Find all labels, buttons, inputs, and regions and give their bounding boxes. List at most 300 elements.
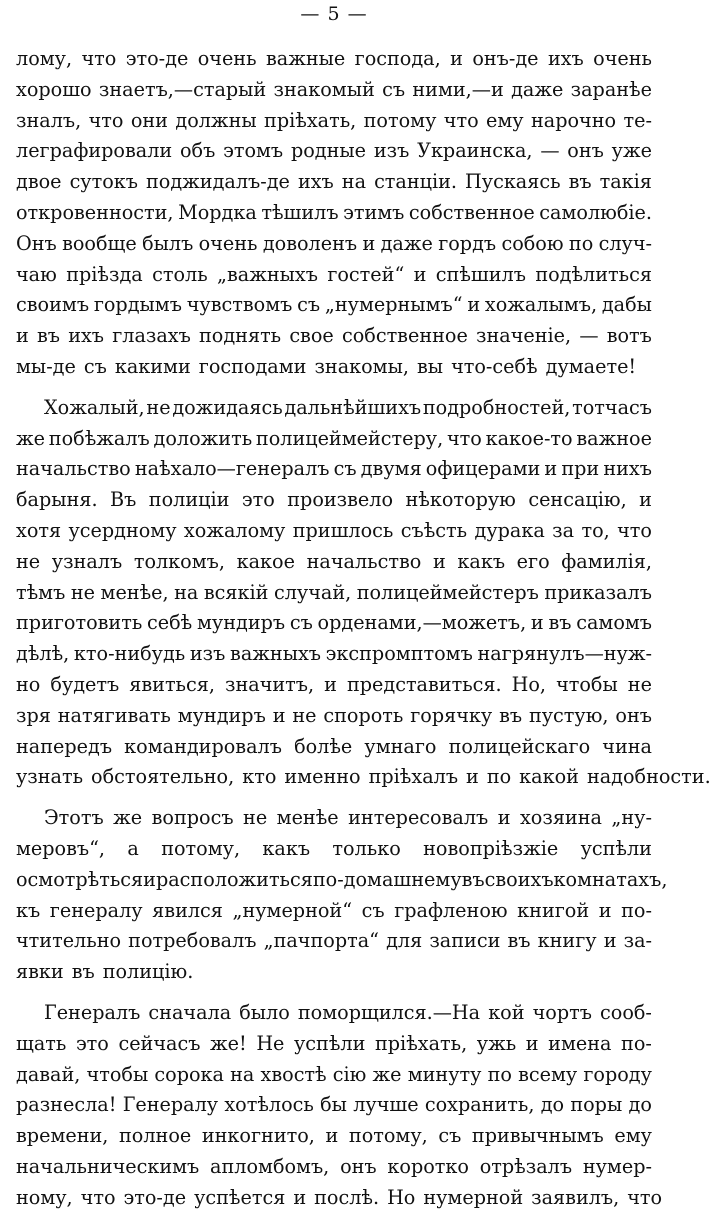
word: представиться.	[346, 672, 502, 696]
word: ихъ	[297, 170, 334, 194]
word: сію	[332, 1062, 367, 1086]
word: пріѣхать,	[374, 1031, 468, 1055]
word: случ-	[598, 231, 652, 255]
word: наѣхало—генералъ	[134, 457, 330, 481]
word: дожидаясь	[172, 395, 283, 419]
word: начальство	[16, 457, 131, 481]
word: спороть	[323, 703, 404, 727]
text-line	[16, 762, 711, 793]
word: Хожалый,	[44, 395, 145, 419]
word: должны	[175, 108, 257, 132]
word: собственное	[341, 324, 468, 348]
word: не	[70, 580, 95, 604]
word: ихъ	[547, 47, 584, 70]
word: те-	[623, 108, 652, 132]
word: кто-нибудь	[73, 642, 186, 666]
word: онъ-де	[472, 47, 539, 70]
word: пріѣхать,	[264, 108, 357, 132]
word: болѣе	[294, 734, 353, 758]
word: въ	[499, 703, 523, 727]
word: было	[239, 1000, 290, 1024]
word: лучше	[353, 1093, 419, 1117]
word: поджидалъ-де	[146, 170, 290, 194]
word: орденами,—можетъ,	[317, 611, 527, 635]
word: не	[146, 395, 171, 419]
word: чина	[602, 734, 652, 758]
word: столь	[152, 262, 208, 286]
word: барыня.	[16, 488, 98, 512]
word: знакомы,	[314, 354, 409, 378]
word: гордымъ	[93, 293, 182, 317]
word: съ	[438, 1124, 462, 1148]
word: ному,	[16, 1185, 73, 1209]
word: заявилъ,	[531, 1185, 620, 1209]
word: надобности.	[586, 765, 711, 789]
word: родные	[290, 139, 367, 163]
word: дѣлѣ,	[16, 642, 70, 666]
word: съѣсть	[400, 518, 468, 542]
word: полиціи	[148, 488, 230, 512]
word: кто	[242, 765, 277, 789]
word: до	[628, 1093, 652, 1117]
word: и	[413, 262, 427, 286]
word: лому,	[16, 47, 73, 70]
word: на	[174, 580, 199, 604]
text-line	[16, 290, 652, 321]
word: Мордка	[178, 200, 257, 224]
word: какъ	[262, 836, 311, 860]
word: гостей“	[327, 262, 405, 286]
word: думаете!	[545, 354, 637, 378]
word: то,	[581, 518, 610, 542]
word: двумя	[360, 457, 422, 481]
word: послѣ.	[314, 1185, 380, 1209]
word: полицейскаго	[448, 734, 591, 758]
word: нумер-	[582, 1154, 652, 1178]
word: что-себѣ	[451, 354, 538, 378]
text-line	[16, 198, 652, 229]
word: потому	[363, 108, 437, 132]
word: и	[497, 806, 511, 830]
word: какой	[519, 765, 579, 789]
word: съ	[297, 293, 321, 317]
word: въ	[36, 324, 60, 348]
word: вообще	[62, 231, 137, 255]
word: явиться,	[129, 672, 215, 696]
word: сейчасъ	[118, 1031, 201, 1055]
text-line	[16, 321, 652, 352]
word: на	[341, 170, 367, 194]
word: при	[561, 457, 600, 481]
word: съ	[83, 354, 107, 378]
word: не	[243, 806, 268, 830]
word: чтобы	[86, 1062, 149, 1086]
word: въ	[71, 960, 95, 984]
word: —	[579, 324, 599, 348]
word: мы-де	[16, 354, 76, 378]
word: тѣшилъ	[261, 200, 339, 224]
word: въ	[507, 929, 531, 953]
word: комнатахъ,	[553, 867, 668, 891]
word: какими	[114, 354, 191, 378]
text-line	[16, 106, 652, 137]
word: мундиръ	[197, 611, 286, 635]
word: это	[241, 488, 275, 512]
word: это-де	[125, 47, 189, 70]
word: себѣ	[147, 611, 193, 635]
word: это-де	[123, 1185, 187, 1209]
word: и	[143, 867, 156, 891]
word: объ	[179, 139, 216, 163]
text-line	[16, 803, 652, 834]
word: нагрянулъ—нуж-	[477, 642, 652, 666]
word: въ	[461, 867, 485, 891]
word: же	[372, 1062, 402, 1086]
text-line	[16, 44, 652, 75]
text-line	[16, 732, 652, 763]
word: хотѣлось	[224, 1093, 314, 1117]
word: изъ	[373, 139, 410, 163]
word: пустую,	[528, 703, 609, 727]
word: и	[272, 703, 286, 727]
word: онъ	[615, 703, 652, 727]
word: своимъ	[16, 293, 90, 317]
word: важныхъ	[230, 642, 321, 666]
word: собою	[501, 231, 564, 255]
word: записи	[429, 929, 501, 953]
word: знакомый	[273, 77, 375, 101]
word: по	[486, 765, 512, 789]
text-line	[16, 865, 668, 896]
word: коротко	[387, 1154, 469, 1178]
word: менѣе,	[100, 580, 169, 604]
word: тотчасъ	[572, 395, 652, 419]
word: узнать	[16, 765, 84, 789]
word: глазахъ	[112, 324, 191, 348]
word: что	[81, 47, 117, 70]
word: что	[446, 426, 482, 450]
word: откровенности,	[16, 200, 174, 224]
word: полицію.	[102, 960, 194, 984]
word: привычнымъ	[471, 1124, 604, 1148]
word: былъ	[142, 231, 194, 255]
word: съ	[333, 457, 357, 481]
paragraph	[16, 393, 711, 793]
word: же	[113, 806, 143, 830]
text-line	[16, 578, 652, 609]
text-line	[16, 352, 652, 383]
word: хожалымъ,	[484, 293, 598, 317]
word: узналъ	[51, 549, 123, 573]
word: доволенъ	[262, 231, 358, 255]
word: не	[627, 672, 652, 696]
text-line	[16, 1121, 652, 1152]
word: очень	[197, 47, 257, 70]
word: двое	[16, 170, 62, 194]
word: хотя	[16, 518, 62, 542]
word: съ	[289, 611, 313, 635]
word: вопросъ	[151, 806, 234, 830]
word: „нумернымъ“	[324, 293, 463, 317]
word: важные	[265, 47, 346, 70]
word: нѣкоторую	[405, 488, 516, 512]
text-line	[16, 424, 652, 455]
word: явки	[16, 960, 64, 984]
word: нихъ	[603, 457, 652, 481]
word: времени,	[16, 1124, 109, 1148]
word: потому,	[348, 1124, 428, 1148]
word: сенсацію,	[528, 488, 627, 512]
word: чаю	[16, 262, 57, 286]
word: и	[324, 672, 337, 696]
word: осмотрѣться	[16, 867, 144, 891]
word: ужь	[476, 1031, 517, 1055]
paragraph	[16, 803, 668, 988]
word: хожалому	[183, 518, 286, 542]
word: Въ	[110, 488, 137, 512]
word: подробностей,	[422, 395, 571, 419]
word: успѣется	[194, 1185, 286, 1209]
word: минуту	[407, 1062, 482, 1086]
word: не	[292, 703, 317, 727]
word: на	[230, 1062, 255, 1086]
word: и	[639, 488, 652, 512]
word: хозяина	[519, 806, 602, 830]
word: всему	[518, 1062, 578, 1086]
word: случай,	[273, 580, 352, 604]
word: зря	[16, 703, 51, 727]
word: господа,	[354, 47, 441, 70]
word: сохранить,	[424, 1093, 535, 1117]
word: Но	[387, 1185, 416, 1209]
body-text	[16, 44, 711, 1223]
word: натягивать	[57, 703, 171, 727]
word: въ	[568, 170, 592, 194]
word: полицеймейстеру,	[255, 426, 444, 450]
word: мундиръ	[177, 703, 266, 727]
word: щать	[16, 1031, 67, 1055]
word: Пускаясь	[465, 170, 561, 194]
word: именно	[284, 765, 361, 789]
word: менѣе	[276, 806, 339, 830]
word: давай,	[16, 1062, 81, 1086]
word: будетъ	[50, 672, 120, 696]
word: книгу	[537, 929, 597, 953]
page-number: — 5 —	[300, 3, 368, 25]
text-line	[16, 485, 652, 516]
word: до	[540, 1093, 565, 1117]
word: поморщился.—На	[297, 1000, 481, 1024]
word: и	[598, 898, 612, 922]
word: своихъ	[484, 867, 554, 891]
word: что	[627, 1185, 663, 1209]
word: это	[75, 1031, 109, 1055]
word: же	[16, 426, 46, 450]
word: интересовалъ	[348, 806, 489, 830]
word: и	[530, 611, 544, 635]
word: чортъ	[532, 1000, 592, 1024]
word: явился	[152, 898, 223, 922]
word: что	[443, 108, 479, 132]
word: изъ	[189, 642, 226, 666]
word: ихъ	[68, 324, 105, 348]
word: „ну-	[611, 806, 652, 830]
text-line	[16, 1029, 652, 1060]
word: очень	[593, 47, 652, 70]
word: подѣлиться	[535, 262, 652, 286]
word: даже	[511, 77, 564, 101]
paragraph	[16, 998, 663, 1214]
word: и	[603, 929, 617, 953]
word: нумерной	[423, 1185, 524, 1209]
word: и	[525, 1031, 539, 1055]
word: самолюбіе.	[539, 200, 652, 224]
word: сначала	[148, 1000, 232, 1024]
word: хорошо	[16, 77, 92, 101]
word: зналъ,	[16, 108, 82, 132]
word: какъ	[457, 549, 506, 573]
word: пришлось	[292, 518, 394, 542]
word: кой	[488, 1000, 525, 1024]
word: начальническимъ	[16, 1154, 200, 1178]
word: усердному	[68, 518, 177, 542]
word: приготовить	[16, 611, 143, 635]
word: собственное	[408, 200, 535, 224]
word: вотъ	[606, 324, 652, 348]
word: ему	[614, 1124, 652, 1148]
word: по-	[621, 1031, 652, 1055]
word: успѣли	[294, 1031, 366, 1055]
word: отрѣзалъ	[479, 1154, 573, 1178]
word: леграфировали	[16, 139, 173, 163]
word: побѣжалъ	[48, 426, 150, 450]
word: только	[332, 836, 401, 860]
word: и	[325, 1124, 339, 1148]
word: меровъ“,	[16, 836, 106, 860]
word: и	[467, 293, 481, 317]
word: они	[130, 108, 168, 132]
text-line	[16, 608, 652, 639]
word: Онъ	[16, 231, 57, 255]
word: и	[432, 549, 446, 573]
word: станціи.	[374, 170, 458, 194]
word: всякій	[203, 580, 269, 604]
word: и	[544, 457, 558, 481]
word: напередъ	[16, 734, 113, 758]
word: сорока	[154, 1062, 224, 1086]
word: чтобы	[556, 672, 618, 696]
word: успѣли	[580, 836, 652, 860]
word: Генералъ	[44, 1000, 141, 1024]
word: сутокъ	[69, 170, 138, 194]
word: инкогнито,	[201, 1124, 315, 1148]
word: знаетъ,—старый	[98, 77, 267, 101]
word: онъ	[340, 1154, 377, 1178]
word: вы	[416, 354, 444, 378]
word: по	[568, 231, 594, 255]
text-line	[16, 1060, 652, 1091]
text-line	[16, 701, 652, 732]
word: очень	[198, 231, 258, 255]
word: съ	[361, 898, 385, 922]
word: его	[516, 549, 550, 573]
word: поры	[570, 1093, 623, 1117]
word: а	[127, 836, 139, 860]
text-line	[16, 260, 652, 291]
word: книгой	[517, 898, 590, 922]
word: даже	[380, 231, 433, 255]
word: хвостѣ	[260, 1062, 327, 1086]
word: имена	[548, 1031, 612, 1055]
word: дальнѣйшихъ	[284, 395, 422, 419]
word: ними,—и	[412, 77, 504, 101]
text-line	[16, 998, 652, 1029]
word: фамилія,	[561, 549, 652, 573]
text-line	[16, 1183, 663, 1214]
word: что	[88, 108, 124, 132]
word: офицерами	[425, 457, 541, 481]
word: чувствомъ	[186, 293, 293, 317]
text-line	[16, 454, 652, 485]
word: пріѣхалъ	[368, 765, 459, 789]
word: „пачпорта“	[263, 929, 379, 953]
word: полицеймейстеръ	[356, 580, 539, 604]
text-line	[16, 639, 652, 670]
word: но	[16, 672, 41, 696]
word: по-домашнему	[312, 867, 462, 891]
word: Этотъ	[44, 806, 104, 830]
word: уже	[611, 139, 652, 163]
word: умнаго	[364, 734, 437, 758]
text-line	[16, 516, 652, 547]
word: Украинска,	[417, 139, 533, 163]
word: начальство	[306, 549, 422, 573]
word: произвело	[287, 488, 394, 512]
word: расположиться	[155, 867, 313, 891]
word: новопріѣзжіе	[423, 836, 559, 860]
text-line	[16, 896, 652, 927]
word: разнесла!	[16, 1093, 117, 1117]
word: Генералу	[122, 1093, 219, 1117]
word: бы	[320, 1093, 347, 1117]
word: и	[16, 324, 29, 348]
word: этимъ	[343, 200, 405, 224]
word: толкомъ,	[133, 549, 225, 573]
word: же!	[210, 1031, 247, 1055]
word: значеніе,	[476, 324, 572, 348]
word: дабы	[601, 293, 652, 317]
word: —	[540, 139, 560, 163]
word: въ	[548, 611, 572, 635]
word: господами	[198, 354, 307, 378]
word: за	[552, 518, 575, 542]
word: самомъ	[576, 611, 652, 635]
word: важное	[576, 426, 652, 450]
word: ему	[486, 108, 524, 132]
word: значитъ,	[225, 672, 315, 696]
text-line	[16, 393, 652, 424]
text-line	[16, 670, 652, 701]
word: тѣмъ	[16, 580, 66, 604]
word: городу	[583, 1062, 652, 1086]
word: Не	[256, 1031, 285, 1055]
word: генералу	[49, 898, 143, 922]
word: командировалъ	[124, 734, 282, 758]
word: „важныхъ	[217, 262, 318, 286]
text-line	[16, 1152, 652, 1183]
word: и	[293, 1185, 307, 1209]
text-line	[16, 136, 652, 167]
